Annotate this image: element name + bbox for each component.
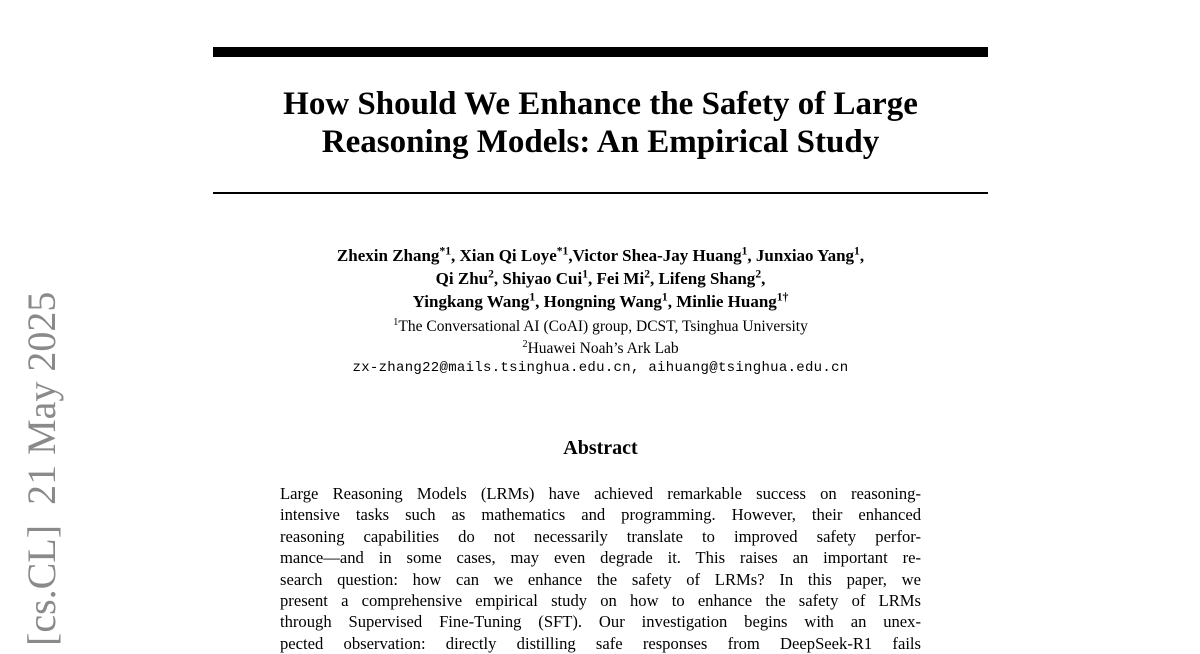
- author-name: Xian Qi Loye: [459, 246, 557, 265]
- author-superscript: 2: [755, 267, 762, 281]
- contact-emails: zx-zhang22@mails.tsinghua.edu.cn, aihuang@tsinghua.edu.cn: [352, 360, 849, 376]
- affiliation-2: [213, 338, 988, 360]
- affiliation-block: [213, 316, 988, 360]
- author-superscript: 1: [529, 290, 536, 304]
- author-separator: ,: [493, 269, 503, 288]
- author: [544, 292, 677, 311]
- author-superscript: *1: [439, 244, 451, 258]
- title-rule-thin: [213, 192, 988, 194]
- author-name: Fei Mi: [596, 269, 645, 288]
- affiliation-text: The Conversational AI (CoAI) group, DCST, Tsinghua University: [398, 318, 808, 335]
- author: [573, 246, 756, 265]
- author-superscript: 1: [854, 244, 860, 258]
- author-name: Hongning Wang: [543, 292, 662, 311]
- affiliation-1: [213, 316, 988, 338]
- author: [413, 292, 544, 311]
- author-separator: ,: [588, 269, 597, 288]
- author: [597, 269, 659, 288]
- author: [436, 269, 503, 288]
- author-name: Victor Shea-Jay Huang: [572, 246, 742, 265]
- author-name: Shiyao Cui: [502, 269, 583, 288]
- affiliation-text: Huawei Noah’s Ark Lab: [527, 340, 679, 357]
- author: [459, 246, 572, 265]
- author-name: Minlie Huang: [676, 292, 777, 311]
- author: [756, 246, 864, 265]
- abstract-line: reasoning capabilities do not necessarily translate to improved safety perfor-: [280, 526, 921, 546]
- author-name: Yingkang Wang: [412, 292, 530, 311]
- author-superscript: *1: [556, 244, 569, 258]
- abstract-line: Large Reasoning Models (LRMs) have achieved remarkable success on reasoning-: [280, 484, 921, 503]
- title-line-1: How Should We Enhance the Safety of Large: [283, 86, 918, 122]
- abstract-body: [280, 483, 921, 654]
- author: [337, 246, 460, 265]
- author-line-2: [163, 267, 1038, 290]
- arxiv-stamp: [cs.CL] 21 May 2025: [19, 291, 64, 646]
- abstract-line: present a comprehensive empirical study on how to enhance the safety of LRMs: [280, 591, 921, 611]
- author-superscript: 2: [644, 267, 650, 281]
- author-separator: ,: [761, 269, 766, 288]
- abstract-line: mance—and in some cases, may even degrade it. This raises an important re-: [280, 548, 921, 568]
- affiliation-superscript: 2: [522, 338, 528, 350]
- author-separator: ,: [667, 292, 677, 311]
- author-separator: ,: [747, 246, 756, 265]
- paper-title: [213, 85, 988, 161]
- author-name: Qi Zhu: [435, 269, 489, 288]
- author-separator: ,: [450, 246, 460, 265]
- author-superscript: 1: [582, 267, 589, 281]
- author-separator: ,: [649, 269, 659, 288]
- author-separator: ,: [859, 246, 865, 265]
- author-superscript: 1: [661, 290, 668, 304]
- author-separator: ,: [568, 246, 573, 265]
- author: [676, 292, 788, 311]
- abstract-line: search question: how can we enhance the safety of LRMs? In this paper, we: [280, 569, 921, 589]
- author-superscript: 2: [488, 267, 494, 281]
- abstract-line: pected observation: directly distilling safe responses from DeepSeek-R1 fails: [280, 633, 921, 653]
- author-superscript: 1: [741, 244, 748, 258]
- author: [502, 269, 596, 288]
- author-line-3: [163, 290, 1038, 313]
- author: [658, 269, 765, 288]
- author-name: Lifeng Shang: [658, 269, 756, 288]
- author-separator: ,: [535, 292, 544, 311]
- abstract-heading: Abstract: [563, 437, 638, 459]
- author-line-1: [163, 244, 1038, 267]
- author-name: Junxiao Yang: [755, 246, 855, 265]
- author-name: Zhexin Zhang: [336, 246, 440, 265]
- affiliation-superscript: 1: [393, 316, 399, 328]
- author-block: [163, 244, 1038, 313]
- title-rule-thick: [213, 47, 988, 57]
- abstract-line: through Supervised Fine-Tuning (SFT). Our investigation begins with an unex-: [280, 612, 921, 632]
- abstract-line: intensive tasks such as mathematics and programming. However, their enhanced: [280, 505, 921, 525]
- title-line-2: Reasoning Models: An Empirical Study: [321, 124, 880, 160]
- author-superscript: 1†: [776, 290, 789, 304]
